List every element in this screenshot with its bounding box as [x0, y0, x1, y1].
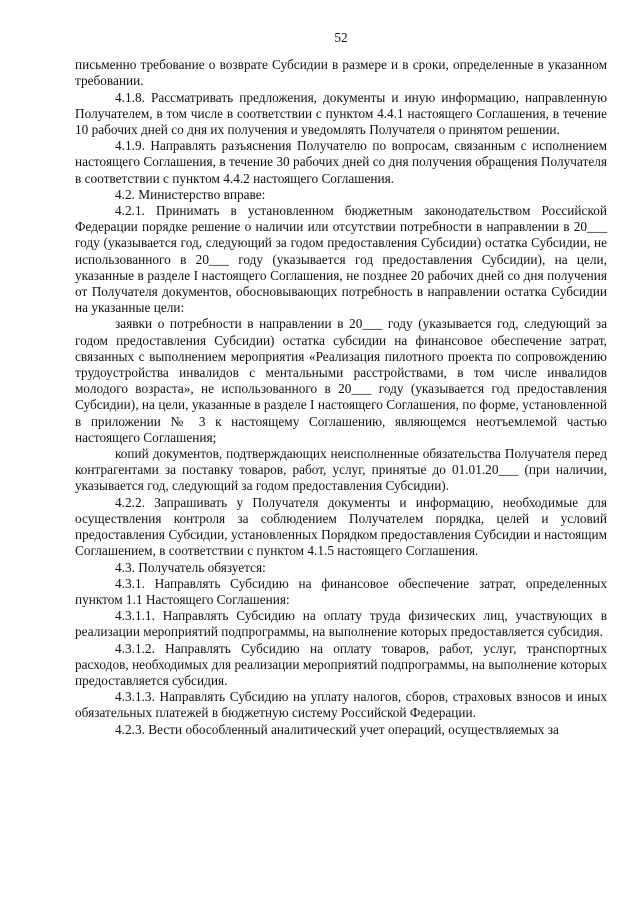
paragraph-4-3-1-1: 4.3.1.1. Направлять Субсидию на оплату труда физических лиц, участвующих в реализации мероприятий подпрограммы, на выполнение которых предоставляется субсидия. [75, 608, 607, 640]
paragraph-4-2-1: 4.2.1. Принимать в установленном бюджетным законодательством Российской Федерации порядке решение о наличии или отсутствии потребности в направлении в 20___ году (указывается год, следующий за годом предоставления Субсидии) остатка Субсидии, не использованного в 20___ году (указывается год предоставления Субсидии), на цели, указанные в разделе I настоящего Соглашения, не позднее 20 рабочих дней со дня получения от Получателя документов, обосновывающих потребность в направлении остатка Субсидии на указанные цели: [75, 203, 607, 316]
paragraph-4-1-9: 4.1.9. Направлять разъяснения Получателю по вопросам, связанным с исполнением настоящего Соглашения, в течение 30 рабочих дней со дня получения обращения Получателя в соответствии с пунктом 4.4.2 настоящего Соглашения. [75, 138, 607, 186]
paragraph-copies-list-item: копий документов, подтверждающих неисполненные обязательства Получателя перед контрагентами за поставку товаров, работ, услуг, принятые до 01.01.20___ (при наличии, указывается год, следующий за годом предоставления Субсидии). [75, 446, 607, 494]
paragraph-4-3-1-3: 4.3.1.3. Направлять Субсидию на уплату налогов, сборов, страховых взносов и иных обязательных платежей в бюджетную систему Российской Федерации. [75, 689, 607, 721]
document-body [75, 57, 607, 738]
paragraph-4-3-1: 4.3.1. Направлять Субсидию на финансовое обеспечение затрат, определенных пунктом 1.1 Настоящего Соглашения: [75, 575, 607, 607]
paragraph-4-1-8: 4.1.8. Рассматривать предложения, документы и иную информацию, направленную Получателем, в том числе в соответствии с пунктом 4.4.1 настоящего Соглашения, в течение 10 рабочих дней со дня их получения и уведомлять Получателя о принятом решении. [75, 89, 607, 138]
paragraph-requests-list-item: заявки о потребности в направлении в 20___ году (указывается год, следующий за годом предоставления Субсидии) остатка субсидии на финансовое обеспечение затрат, связанных с выполнением мероприятия «Реализация пилотного проекта по сопровождению трудоустройства инвалидов с ментальными расстройствами, в том числе инвалидов молодого возраста», не использованного в 20___ году (указывается год предоставления Субсидии), на цели, указанные в разделе I настоящего Соглашения, по форме, установленной в приложении № 3 к настоящему Соглашению, являющемся неотъемлемой частью настоящего Соглашения; [75, 316, 607, 445]
page-number: 52 [334, 30, 348, 45]
paragraph-4-3-1-2: 4.3.1.2. Направлять Субсидию на оплату товаров, работ, услуг, транспортных расходов, необходимых для реализации мероприятий подпрограммы, на выполнение которых предоставляется субсидия. [75, 640, 607, 688]
document-page [75, 30, 607, 738]
section-heading-4-3: 4.3. Получатель обязуется: [115, 559, 266, 575]
paragraph-4-2-3: 4.2.3. Вести обособленный аналитический учет операций, осуществляемых за [115, 721, 559, 737]
paragraph-4-2-2: 4.2.2. Запрашивать у Получателя документы и информацию, необходимые для осуществления контроля за соблюдением Получателем порядка, целей и условий предоставления Субсидии, установленных Порядком предоставления Субсидии и настоящим Соглашением, в соответствии с пунктом 4.1.5 настоящего Соглашения. [75, 494, 607, 559]
section-heading-4-2: 4.2. Министерство вправе: [115, 186, 266, 202]
paragraph-continuation: письменно требование о возврате Субсидии в размере и в сроки, определенные в указанном требовании. [75, 57, 607, 89]
